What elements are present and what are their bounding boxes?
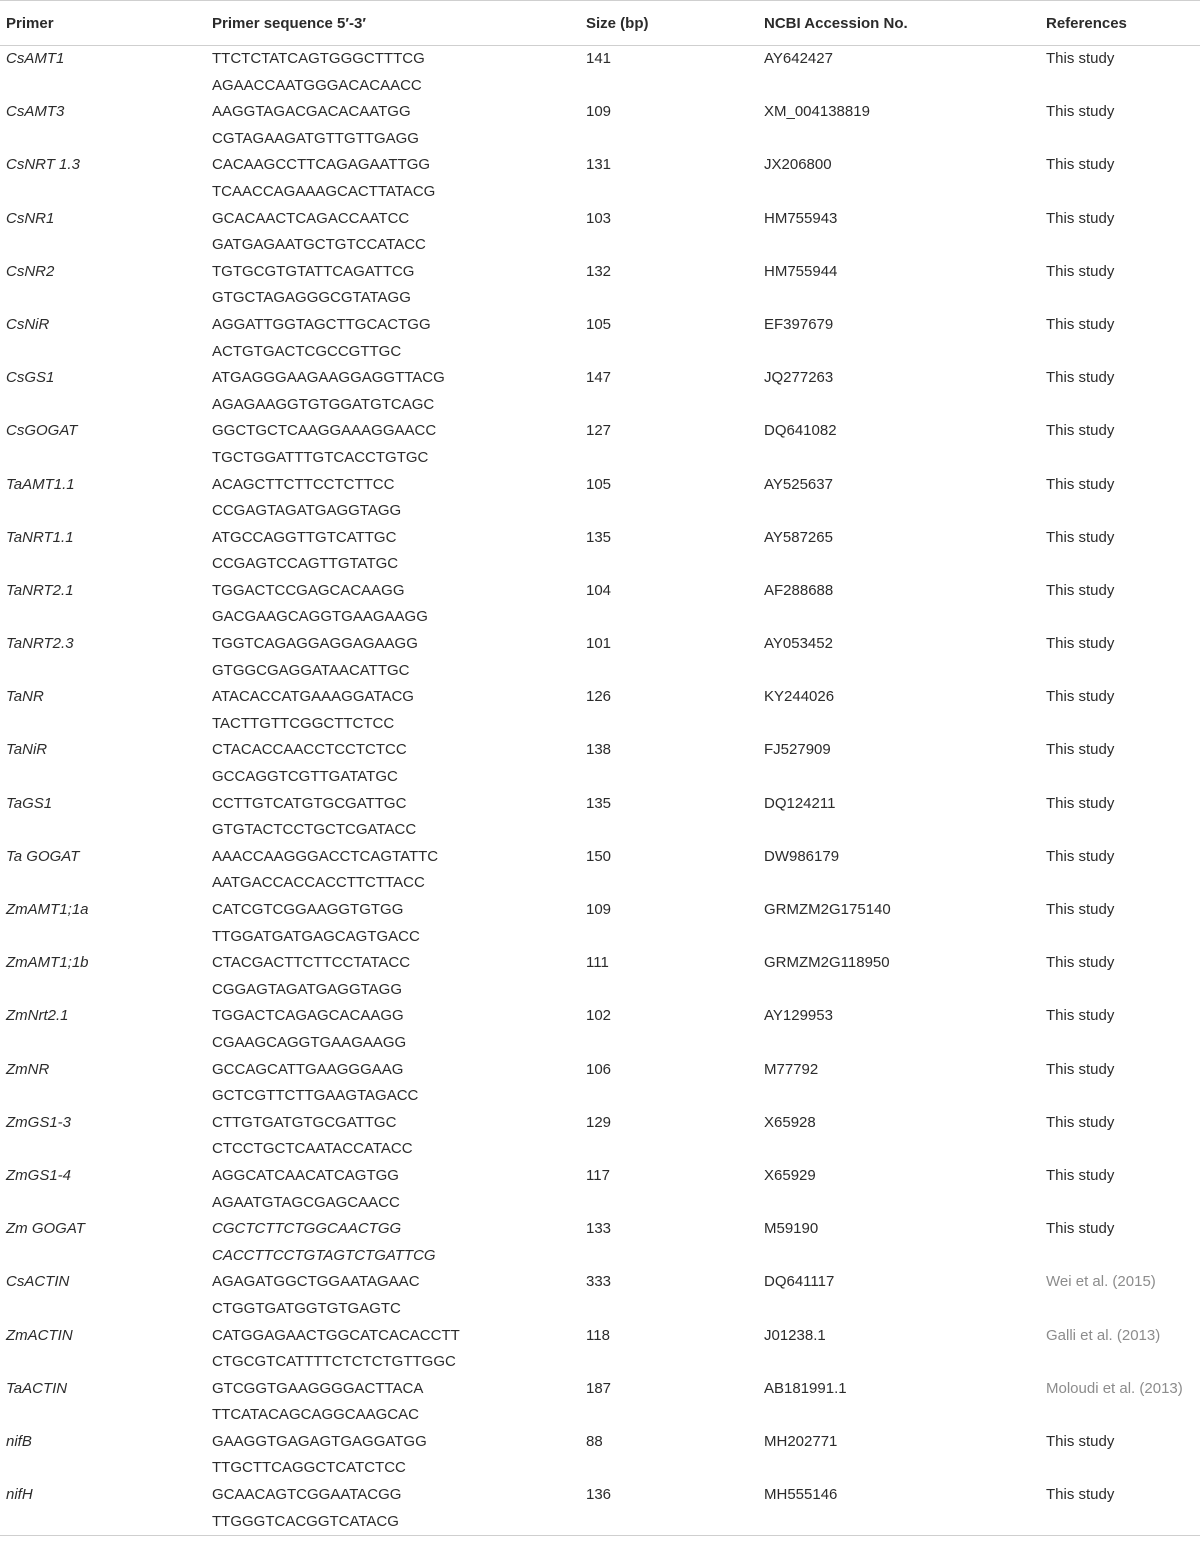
primer-sequence xyxy=(206,312,580,365)
forward-sequence: TGGTCAGAGGAGGAGAAGG xyxy=(212,635,418,653)
primer-name: TaNRT1.1 xyxy=(6,528,74,546)
reference: This study xyxy=(1046,741,1115,759)
reference: This study xyxy=(1046,369,1115,387)
forward-sequence: CATGGAGAACTGGCATCACACCTT xyxy=(212,1326,460,1344)
reference: This study xyxy=(1040,1482,1200,1536)
forward-sequence: ATACACCATGAAAGGATACG xyxy=(212,688,414,706)
primer-sequence xyxy=(206,418,580,471)
primer-name: Ta GOGAT xyxy=(6,847,80,865)
amplicon-size: 104 xyxy=(586,581,612,599)
primer-sequence xyxy=(206,950,580,1003)
primer-sequence xyxy=(206,844,580,897)
forward-sequence: TTCTCTATCAGTGGGCTTTCG xyxy=(212,50,425,67)
amplicon-size: 141 xyxy=(586,50,612,67)
forward-sequence: CTTGTGATGTGCGATTGC xyxy=(212,1113,397,1131)
forward-sequence: CGCTCTTCTGGCAACTGG xyxy=(212,1220,402,1238)
reference: This study xyxy=(1046,209,1115,227)
primer-name: TaACTIN xyxy=(6,1379,68,1397)
forward-sequence: GTCGGTGAAGGGGACTTACA xyxy=(212,1379,424,1397)
reference: This study xyxy=(1046,1166,1115,1184)
reverse-sequence: AATGACCACCACCTTCTTACC xyxy=(212,874,425,892)
amplicon-size: 101 xyxy=(586,635,612,653)
reverse-sequence: CTGCGTCATTTTCTCTCTGTTGGC xyxy=(212,1353,456,1371)
reference: This study xyxy=(1046,635,1115,653)
accession-number: M77792 xyxy=(764,1060,819,1078)
table-row xyxy=(0,897,1200,950)
reverse-sequence: TTGGATGATGAGCAGTGACC xyxy=(212,927,420,945)
primer-name: CsNRT 1.3 xyxy=(6,156,80,174)
reverse-sequence: CCGAGTAGATGAGGTAGG xyxy=(212,502,402,520)
header-sequence: Primer sequence 5′-3′ xyxy=(206,1,580,46)
forward-sequence: GCCAGCATTGAAGGGAAG xyxy=(212,1060,404,1078)
reference: This study xyxy=(1046,581,1115,599)
amplicon-size: 132 xyxy=(586,262,612,280)
primer-name: CsGS1 xyxy=(6,369,55,387)
primer-name: CsACTIN xyxy=(6,1273,70,1291)
amplicon-size: 135 xyxy=(586,528,612,546)
reverse-sequence: CCGAGTCCAGTTGTATGC xyxy=(212,555,399,573)
reference: Moloudi et al. (2013) xyxy=(1046,1379,1183,1397)
table-row xyxy=(0,1003,1200,1056)
primer-name: Zm GOGAT xyxy=(6,1220,85,1238)
reverse-sequence: AGAACCAATGGGACACAACC xyxy=(212,76,422,94)
reference: This study xyxy=(1046,422,1115,440)
primer-sequence xyxy=(206,578,580,631)
reference: This study xyxy=(1046,954,1115,972)
forward-sequence: AGGATTGGTAGCTTGCACTGG xyxy=(212,315,431,333)
table-row xyxy=(0,791,1200,844)
reference: This study xyxy=(1046,1060,1115,1078)
primer-sequence xyxy=(206,1429,580,1482)
accession-number: DQ124211 xyxy=(764,794,836,812)
accession-number: MH555146 xyxy=(758,1482,1040,1536)
forward-sequence: TGGACTCCGAGCACAAGG xyxy=(212,581,405,599)
reverse-sequence: GTGCTAGAGGGCGTATAGG xyxy=(212,289,411,307)
primer-sequence xyxy=(206,525,580,578)
reference: This study xyxy=(1046,50,1115,67)
table-row xyxy=(0,1323,1200,1376)
reverse-sequence: AGAATGTAGCGAGCAACC xyxy=(212,1193,400,1211)
primer-sequence xyxy=(206,472,580,525)
primer-name: TaNRT2.1 xyxy=(6,581,74,599)
primer-sequence xyxy=(206,897,580,950)
forward-sequence: CCTTGTCATGTGCGATTGC xyxy=(212,794,407,812)
reverse-sequence: GATGAGAATGCTGTCCATACC xyxy=(212,236,426,254)
forward-sequence: CTACACCAACCTCCTCTCC xyxy=(212,741,407,759)
primer-name: TaGS1 xyxy=(6,794,53,812)
header-references: References xyxy=(1040,1,1200,46)
reverse-sequence: TACTTGTTCGGCTTCTCC xyxy=(212,714,395,732)
table-row xyxy=(0,1376,1200,1429)
forward-sequence: GGCTGCTCAAGGAAAGGAACC xyxy=(212,422,437,440)
primer-name: TaAMT1.1 xyxy=(6,475,75,493)
primer-sequence xyxy=(206,206,580,259)
amplicon-size: 136 xyxy=(580,1482,758,1536)
reference: This study xyxy=(1046,1007,1115,1025)
table-row xyxy=(0,1216,1200,1269)
amplicon-size: 133 xyxy=(586,1220,612,1238)
primer-sequence xyxy=(206,1110,580,1163)
reverse-sequence: ACTGTGACTCGCCGTTGC xyxy=(212,342,402,360)
amplicon-size: 105 xyxy=(586,315,612,333)
accession-number: HM755944 xyxy=(764,262,838,280)
reverse-sequence: GCTCGTTCTTGAAGTAGACC xyxy=(212,1087,419,1105)
amplicon-size: 88 xyxy=(586,1432,603,1450)
amplicon-size: 106 xyxy=(586,1060,612,1078)
forward-sequence: CTACGACTTCTTCCTATACC xyxy=(212,954,411,972)
forward-sequence: ATGCCAGGTTGTCATTGC xyxy=(212,528,397,546)
accession-number: FJ527909 xyxy=(764,741,831,759)
reverse-sequence: TTGGGTCACGGTCATACG xyxy=(212,1512,399,1530)
table-row xyxy=(0,1482,1200,1536)
forward-sequence: ACAGCTTCTTCCTCTTCC xyxy=(212,475,395,493)
accession-number: AY525637 xyxy=(764,475,833,493)
table-row xyxy=(0,259,1200,312)
accession-number: AY129953 xyxy=(764,1007,833,1025)
accession-number: XM_004138819 xyxy=(764,103,870,121)
reverse-sequence: TTGCTTCAGGCTCATCTCC xyxy=(212,1459,406,1477)
primer-name: CsGOGAT xyxy=(6,422,78,440)
reverse-sequence: GTGGCGAGGATAACATTGC xyxy=(212,661,410,679)
reverse-sequence: CGAAGCAGGTGAAGAAGG xyxy=(212,1033,407,1051)
primer-sequence xyxy=(206,684,580,737)
primer-sequence xyxy=(206,1057,580,1110)
primer-name: TaNiR xyxy=(6,741,48,759)
forward-sequence: GAAGGTGAGAGTGAGGATGG xyxy=(212,1432,427,1450)
reference: Galli et al. (2013) xyxy=(1046,1326,1161,1344)
forward-sequence: GCACAACTCAGACCAATCC xyxy=(212,209,410,227)
amplicon-size: 109 xyxy=(586,901,612,918)
primer-sequence xyxy=(206,1323,580,1376)
primer-sequence xyxy=(206,1376,580,1429)
reverse-sequence: GCCAGGTCGTTGATATGC xyxy=(212,768,398,786)
table-row xyxy=(0,844,1200,897)
table-row xyxy=(0,525,1200,578)
reverse-sequence: CACCTTCCTGTAGTCTGATTCG xyxy=(212,1246,436,1264)
table-row xyxy=(0,578,1200,631)
accession-number: DQ641082 xyxy=(764,422,837,440)
primer-name: TaNR xyxy=(6,688,44,706)
reverse-sequence: GACGAAGCAGGTGAAGAAGG xyxy=(212,608,428,626)
accession-number: AF288688 xyxy=(764,581,834,599)
reference: This study xyxy=(1046,1432,1115,1450)
table-row xyxy=(0,152,1200,205)
reference: This study xyxy=(1046,688,1115,706)
primer-name: ZmGS1-3 xyxy=(6,1113,72,1131)
primer-name: ZmAMT1;1b xyxy=(6,954,89,972)
primer-sequence xyxy=(206,1269,580,1322)
forward-sequence: ATGAGGGAAGAAGGAGGTTACG xyxy=(212,369,445,387)
reverse-sequence: GTGTACTCCTGCTCGATACC xyxy=(212,821,417,839)
forward-sequence: GCAACAGTCGGAATACGG xyxy=(212,1486,402,1504)
accession-number: AY642427 xyxy=(764,50,833,67)
amplicon-size: 131 xyxy=(586,156,612,174)
accession-number: DQ641117 xyxy=(764,1273,835,1291)
forward-sequence: AAACCAAGGGACCTCAGTATTC xyxy=(212,847,439,865)
primer-sequence xyxy=(206,1163,580,1216)
primer-sequence xyxy=(206,1003,580,1056)
table-row xyxy=(0,1057,1200,1110)
accession-number: GRMZM2G118950 xyxy=(764,954,890,972)
accession-number: DW986179 xyxy=(764,847,840,865)
forward-sequence: AAGGTAGACGACACAATGG xyxy=(212,103,411,121)
table-row xyxy=(0,99,1200,152)
table-row xyxy=(0,1269,1200,1322)
amplicon-size: 138 xyxy=(586,741,612,759)
reverse-sequence: CTGGTGATGGTGTGAGTC xyxy=(212,1299,401,1317)
table-body xyxy=(0,46,1200,1536)
reference: This study xyxy=(1046,794,1115,812)
primer-name: CsAMT1 xyxy=(6,50,65,67)
reference: This study xyxy=(1046,528,1115,546)
primer-sequence xyxy=(206,99,580,152)
primer-name: ZmAMT1;1a xyxy=(6,901,89,918)
reference: This study xyxy=(1046,103,1115,121)
primer-name: CsNiR xyxy=(6,315,50,333)
reference: This study xyxy=(1046,1220,1115,1238)
amplicon-size: 109 xyxy=(586,103,612,121)
header-row xyxy=(0,1,1200,46)
primer-name: CsNR1 xyxy=(6,209,55,227)
table-row xyxy=(0,312,1200,365)
amplicon-size: 150 xyxy=(586,847,612,865)
forward-sequence: TGGACTCAGAGCACAAGG xyxy=(212,1007,404,1025)
primer-name: nifB xyxy=(6,1432,32,1450)
primer-name: CsNR2 xyxy=(6,262,55,280)
primer-sequence xyxy=(206,152,580,205)
reference: This study xyxy=(1046,262,1115,280)
reverse-sequence: TCAACCAGAAAGCACTTATACG xyxy=(212,182,436,200)
accession-number: AB181991.1 xyxy=(764,1379,847,1397)
reverse-sequence: AGAGAAGGTGTGGATGTCAGC xyxy=(212,395,435,413)
accession-number: JX206800 xyxy=(764,156,832,174)
header-primer: Primer xyxy=(0,1,206,46)
forward-sequence: AGAGATGGCTGGAATAGAAC xyxy=(212,1273,420,1291)
reference: This study xyxy=(1046,156,1115,174)
amplicon-size: 135 xyxy=(586,794,612,812)
forward-sequence: TGTGCGTGTATTCAGATTCG xyxy=(212,262,415,280)
amplicon-size: 333 xyxy=(586,1273,612,1291)
accession-number: X65929 xyxy=(764,1166,816,1184)
accession-number: X65928 xyxy=(764,1113,816,1131)
primer-sequence xyxy=(206,365,580,418)
accession-number: J01238.1 xyxy=(764,1326,826,1344)
reference: This study xyxy=(1046,1113,1115,1131)
primer-sequence xyxy=(206,737,580,790)
accession-number: JQ277263 xyxy=(764,369,834,387)
table-row xyxy=(0,631,1200,684)
accession-number: EF397679 xyxy=(764,315,834,333)
accession-number: GRMZM2G175140 xyxy=(764,901,891,918)
table-row xyxy=(0,46,1200,100)
primer-sequence xyxy=(206,1482,580,1536)
reference: This study xyxy=(1046,901,1115,918)
amplicon-size: 105 xyxy=(586,475,612,493)
primer-sequence xyxy=(206,259,580,312)
amplicon-size: 126 xyxy=(586,688,612,706)
header-accession: NCBI Accession No. xyxy=(758,1,1040,46)
forward-sequence: AGGCATCAACATCAGTGG xyxy=(212,1166,399,1184)
primer-name: ZmNrt2.1 xyxy=(6,1007,69,1025)
reverse-sequence: TTCATACAGCAGGCAAGCAC xyxy=(212,1406,419,1424)
accession-number: HM755943 xyxy=(764,209,838,227)
amplicon-size: 127 xyxy=(586,422,612,440)
table-row xyxy=(0,206,1200,259)
reverse-sequence: CTCCTGCTCAATACCATACC xyxy=(212,1140,413,1158)
table-row xyxy=(0,1429,1200,1482)
table-row xyxy=(0,684,1200,737)
accession-number: AY053452 xyxy=(764,635,833,653)
primer-sequence xyxy=(206,46,580,100)
table-row xyxy=(0,472,1200,525)
amplicon-size: 187 xyxy=(586,1379,612,1397)
forward-sequence: CACAAGCCTTCAGAGAATTGG xyxy=(212,156,431,174)
accession-number: KY244026 xyxy=(764,688,835,706)
table-row xyxy=(0,1163,1200,1216)
primer-name: CsAMT3 xyxy=(6,103,65,121)
accession-number: MH202771 xyxy=(764,1432,838,1450)
primer-name: ZmNR xyxy=(6,1060,50,1078)
primer-name: nifH xyxy=(0,1482,206,1536)
primer-name: ZmGS1-4 xyxy=(6,1166,72,1184)
primer-name: ZmACTIN xyxy=(6,1326,73,1344)
amplicon-size: 102 xyxy=(586,1007,612,1025)
amplicon-size: 129 xyxy=(586,1113,612,1131)
reverse-sequence: CGGAGTAGATGAGGTAGG xyxy=(212,980,403,998)
amplicon-size: 147 xyxy=(586,369,612,387)
accession-number: M59190 xyxy=(764,1220,819,1238)
reference: This study xyxy=(1046,475,1115,493)
primer-sequence xyxy=(206,1216,580,1269)
primer-sequence xyxy=(206,631,580,684)
amplicon-size: 117 xyxy=(586,1166,610,1184)
amplicon-size: 118 xyxy=(586,1326,610,1344)
primer-name: TaNRT2.3 xyxy=(6,635,74,653)
reverse-sequence: TGCTGGATTTGTCACCTGTGC xyxy=(212,448,429,466)
amplicon-size: 103 xyxy=(586,209,612,227)
table-row xyxy=(0,950,1200,1003)
forward-sequence: CATCGTCGGAAGGTGTGG xyxy=(212,901,404,918)
reference: This study xyxy=(1046,847,1115,865)
table-row xyxy=(0,418,1200,471)
table-row xyxy=(0,737,1200,790)
primer-sequence xyxy=(206,791,580,844)
reference: Wei et al. (2015) xyxy=(1046,1273,1156,1291)
table-row xyxy=(0,365,1200,418)
accession-number: AY587265 xyxy=(764,528,833,546)
reference: This study xyxy=(1046,315,1115,333)
table-row xyxy=(0,1110,1200,1163)
header-size: Size (bp) xyxy=(580,1,758,46)
amplicon-size: 111 xyxy=(586,954,609,972)
reverse-sequence: CGTAGAAGATGTTGTTGAGG xyxy=(212,129,419,147)
